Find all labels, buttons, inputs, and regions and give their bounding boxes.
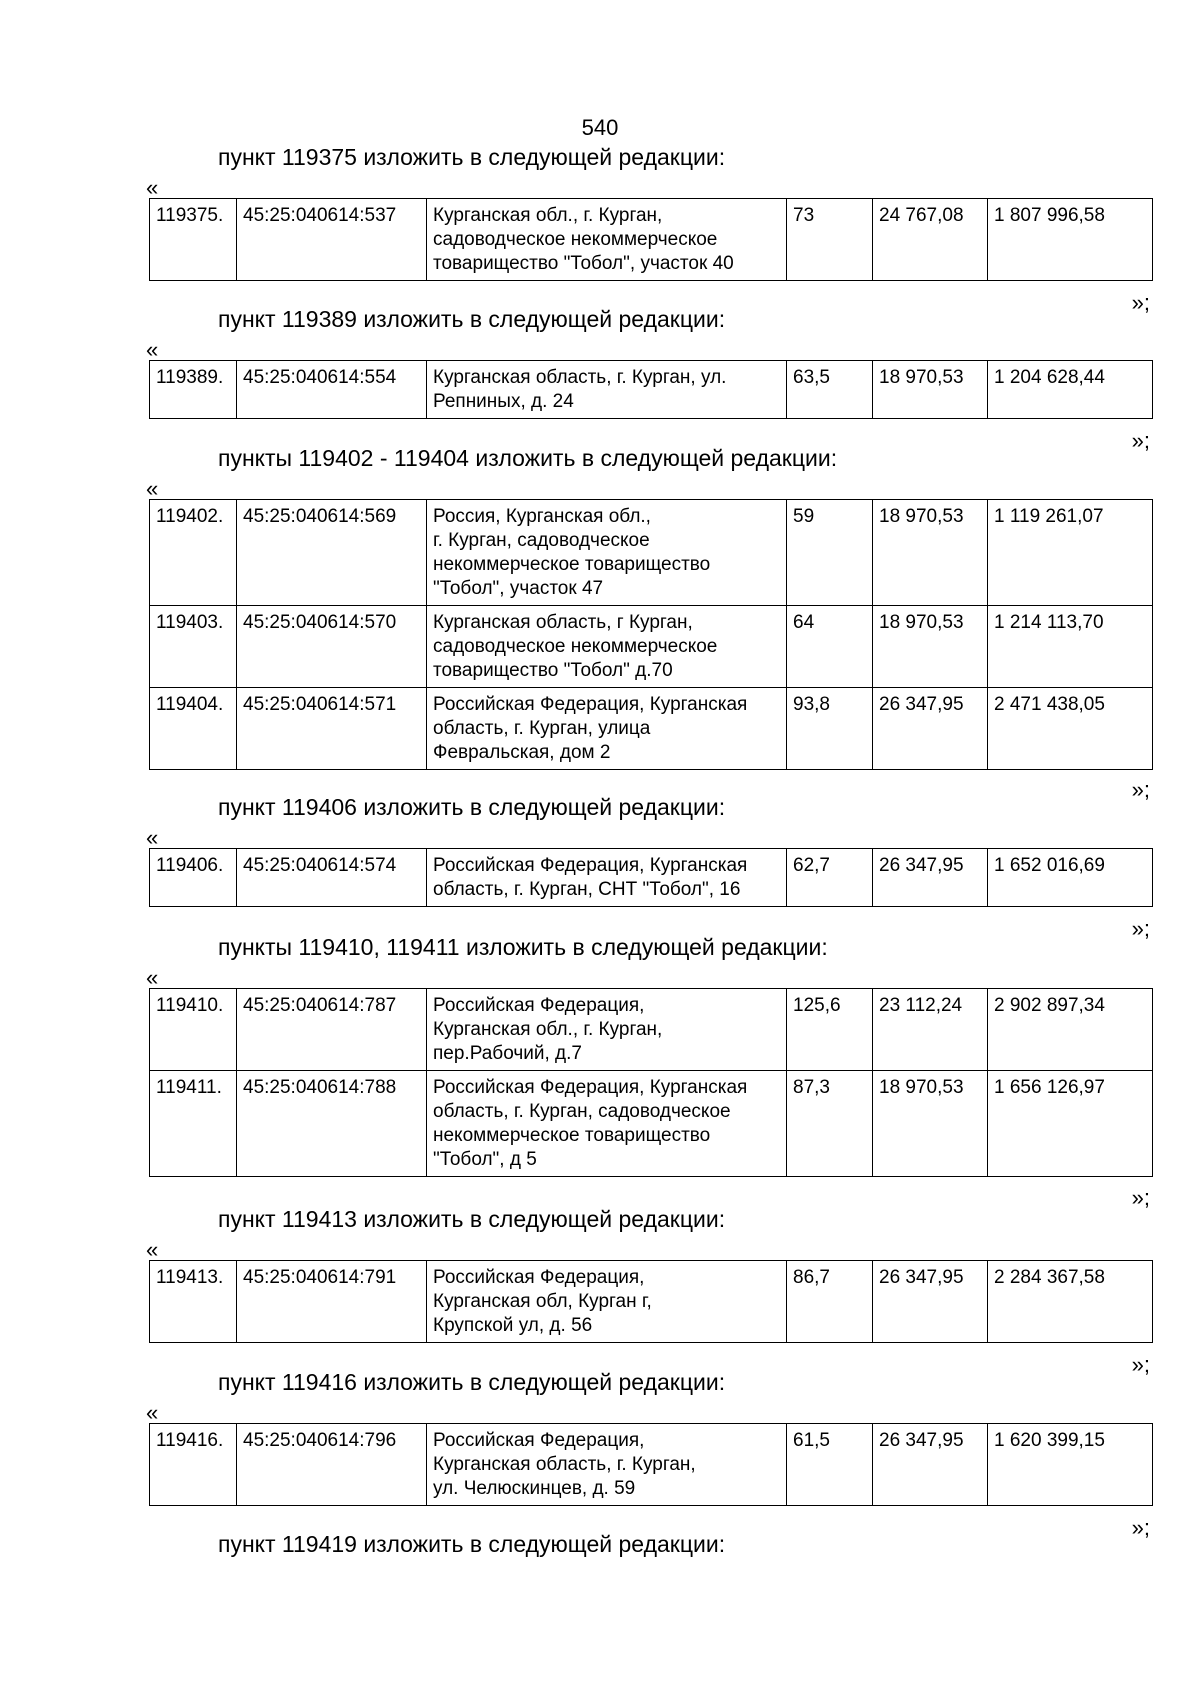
amendment-intro: пункт 119406 изложить в следующей редакции: bbox=[218, 794, 726, 820]
point-number-cell: 119375. bbox=[150, 199, 237, 281]
cadastral-number-cell: 45:25:040614:570 bbox=[237, 606, 427, 688]
cadastral-value-cell: 1 204 628,44 bbox=[988, 361, 1153, 419]
area-cell: 63,5 bbox=[787, 361, 873, 419]
cadastral-number-cell: 45:25:040614:574 bbox=[237, 849, 427, 907]
point-number-cell: 119403. bbox=[150, 606, 237, 688]
opening-quote: « bbox=[146, 965, 159, 990]
closing-quote: »; bbox=[1131, 1515, 1150, 1540]
cadastral-number-cell: 45:25:040614:787 bbox=[237, 989, 427, 1071]
rate-cell: 26 347,95 bbox=[873, 688, 988, 770]
cadastral-number-cell: 45:25:040614:537 bbox=[237, 199, 427, 281]
cadastral-value-cell: 1 807 996,58 bbox=[988, 199, 1153, 281]
rate-cell: 18 970,53 bbox=[873, 1071, 988, 1177]
cadastral-number-cell: 45:25:040614:796 bbox=[237, 1424, 427, 1506]
point-number-cell: 119413. bbox=[150, 1261, 237, 1343]
cadastral-value-cell: 2 284 367,58 bbox=[988, 1261, 1153, 1343]
amendment-intro: пункты 119410, 119411 изложить в следующей редакции: bbox=[218, 934, 828, 960]
point-number-cell: 119416. bbox=[150, 1424, 237, 1506]
amendment-intro: пункты 119402 - 119404 изложить в следующей редакции: bbox=[218, 445, 838, 471]
point-number-cell: 119389. bbox=[150, 361, 237, 419]
cadastral-number-cell: 45:25:040614:788 bbox=[237, 1071, 427, 1177]
address-cell: Российская Федерация, Курганская область, г. Курган, садоводческое некоммерческое товарищество "Тобол", д 5 bbox=[427, 1071, 787, 1177]
closing-quote: »; bbox=[1131, 1352, 1150, 1377]
area-cell: 93,8 bbox=[787, 688, 873, 770]
cadastral-value-cell: 2 902 897,34 bbox=[988, 989, 1153, 1071]
point-number-cell: 119404. bbox=[150, 688, 237, 770]
area-cell: 125,6 bbox=[787, 989, 873, 1071]
opening-quote: « bbox=[146, 1400, 159, 1425]
cadastral-number-cell: 45:25:040614:571 bbox=[237, 688, 427, 770]
rate-cell: 18 970,53 bbox=[873, 361, 988, 419]
area-cell: 73 bbox=[787, 199, 873, 281]
cadastral-value-cell: 1 119 261,07 bbox=[988, 500, 1153, 606]
point-number-cell: 119402. bbox=[150, 500, 237, 606]
address-cell: Российская Федерация, Курганская область, г. Курган, ул. Челюскинцев, д. 59 bbox=[427, 1424, 787, 1506]
table-row bbox=[150, 500, 1153, 606]
amendment-intro: пункт 119413 изложить в следующей редакции: bbox=[218, 1206, 726, 1232]
address-cell: Курганская область, г Курган, садоводческое некоммерческое товарищество "Тобол" д.70 bbox=[427, 606, 787, 688]
amendment-intro: пункт 119389 изложить в следующей редакции: bbox=[218, 306, 726, 332]
opening-quote: « bbox=[146, 1237, 159, 1262]
amendment-table bbox=[149, 988, 1153, 1177]
area-cell: 87,3 bbox=[787, 1071, 873, 1177]
table-row bbox=[150, 1071, 1153, 1177]
rate-cell: 26 347,95 bbox=[873, 1261, 988, 1343]
cadastral-value-cell: 1 656 126,97 bbox=[988, 1071, 1153, 1177]
address-cell: Российская Федерация, Курганская область, г. Курган, улица Февральская, дом 2 bbox=[427, 688, 787, 770]
amendment-table bbox=[149, 499, 1153, 770]
cadastral-value-cell: 1 214 113,70 bbox=[988, 606, 1153, 688]
cadastral-number-cell: 45:25:040614:569 bbox=[237, 500, 427, 606]
opening-quote: « bbox=[146, 175, 159, 200]
amendment-intro: пункт 119416 изложить в следующей редакции: bbox=[218, 1369, 726, 1395]
point-number-cell: 119410. bbox=[150, 989, 237, 1071]
address-cell: Курганская область, г. Курган, ул. Репниных, д. 24 bbox=[427, 361, 787, 419]
amendment-table bbox=[149, 1423, 1153, 1506]
area-cell: 86,7 bbox=[787, 1261, 873, 1343]
amendment-table bbox=[149, 198, 1153, 281]
closing-quote: »; bbox=[1131, 777, 1150, 802]
address-cell: Российская Федерация, Курганская обл, Курган г, Крупской ул, д. 56 bbox=[427, 1261, 787, 1343]
opening-quote: « bbox=[146, 476, 159, 501]
cadastral-number-cell: 45:25:040614:554 bbox=[237, 361, 427, 419]
amendment-table bbox=[149, 848, 1153, 907]
area-cell: 61,5 bbox=[787, 1424, 873, 1506]
address-cell: Россия, Курганская обл., г. Курган, садоводческое некоммерческое товарищество "Тобол", участок 47 bbox=[427, 500, 787, 606]
table-row bbox=[150, 688, 1153, 770]
table-row bbox=[150, 361, 1153, 419]
page-number: 540 bbox=[581, 115, 619, 140]
rate-cell: 18 970,53 bbox=[873, 500, 988, 606]
address-cell: Российская Федерация, Курганская обл., г. Курган, пер.Рабочий, д.7 bbox=[427, 989, 787, 1071]
cadastral-value-cell: 1 652 016,69 bbox=[988, 849, 1153, 907]
table-row bbox=[150, 1261, 1153, 1343]
area-cell: 64 bbox=[787, 606, 873, 688]
area-cell: 62,7 bbox=[787, 849, 873, 907]
area-cell: 59 bbox=[787, 500, 873, 606]
amendment-table bbox=[149, 1260, 1153, 1343]
amendment-table bbox=[149, 360, 1153, 419]
rate-cell: 18 970,53 bbox=[873, 606, 988, 688]
rate-cell: 23 112,24 bbox=[873, 989, 988, 1071]
opening-quote: « bbox=[146, 825, 159, 850]
closing-quote: »; bbox=[1131, 290, 1150, 315]
cadastral-value-cell: 2 471 438,05 bbox=[988, 688, 1153, 770]
closing-quote: »; bbox=[1131, 916, 1150, 941]
cadastral-number-cell: 45:25:040614:791 bbox=[237, 1261, 427, 1343]
point-number-cell: 119406. bbox=[150, 849, 237, 907]
rate-cell: 24 767,08 bbox=[873, 199, 988, 281]
closing-quote: »; bbox=[1131, 428, 1150, 453]
closing-quote: »; bbox=[1131, 1185, 1150, 1210]
opening-quote: « bbox=[146, 337, 159, 362]
table-row bbox=[150, 849, 1153, 907]
point-number-cell: 119411. bbox=[150, 1071, 237, 1177]
address-cell: Российская Федерация, Курганская область, г. Курган, СНТ "Тобол", 16 bbox=[427, 849, 787, 907]
table-row bbox=[150, 606, 1153, 688]
amendment-intro: пункт 119419 изложить в следующей редакции: bbox=[218, 1531, 726, 1557]
cadastral-value-cell: 1 620 399,15 bbox=[988, 1424, 1153, 1506]
rate-cell: 26 347,95 bbox=[873, 849, 988, 907]
rate-cell: 26 347,95 bbox=[873, 1424, 988, 1506]
table-row bbox=[150, 199, 1153, 281]
table-row bbox=[150, 1424, 1153, 1506]
address-cell: Курганская обл., г. Курган, садоводческое некоммерческое товарищество "Тобол", участок 40 bbox=[427, 199, 787, 281]
table-row bbox=[150, 989, 1153, 1071]
amendment-intro: пункт 119375 изложить в следующей редакции: bbox=[218, 144, 726, 170]
